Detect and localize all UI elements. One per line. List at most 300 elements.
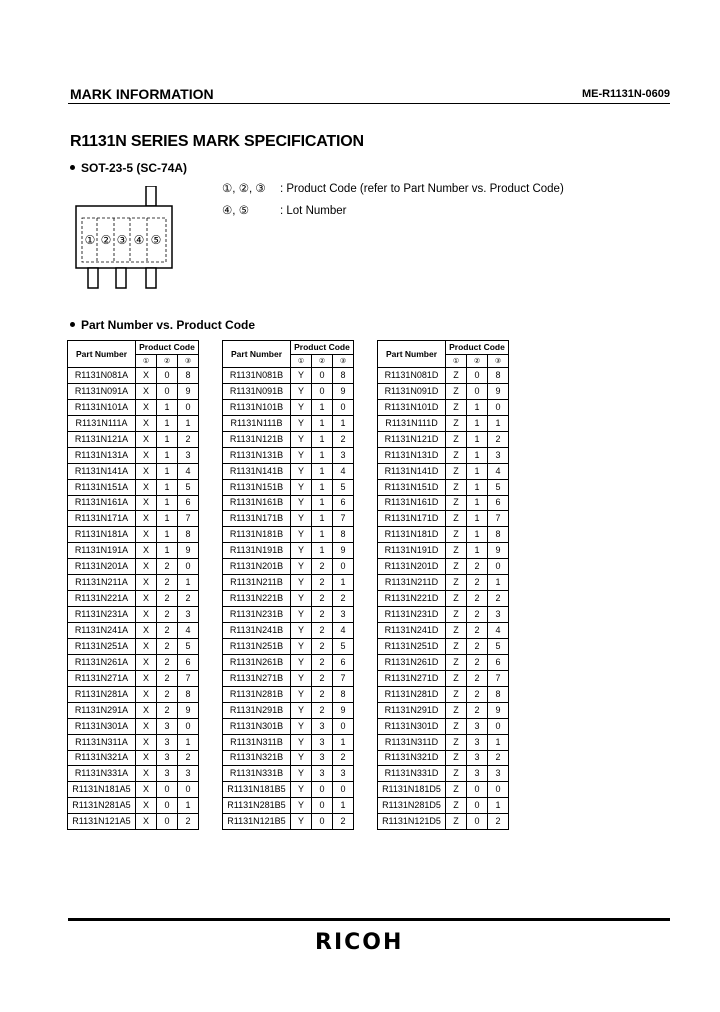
product-code-cell: 2 [312,575,333,591]
part-number-cell: R1131N191D [378,543,446,559]
product-code-cell: 2 [157,607,178,623]
part-number-cell: R1131N221B [223,591,291,607]
table-row [378,527,509,543]
product-code-cell: 2 [333,814,354,830]
part-number-cell: R1131N081D [378,368,446,384]
product-code-cell: 2 [157,670,178,686]
product-code-cell: 5 [488,638,509,654]
part-number-cell: R1131N161A [68,495,136,511]
product-code-cell: 1 [467,511,488,527]
table-row [378,479,509,495]
product-code-cell: 7 [178,670,199,686]
part-number-cell: R1131N301A [68,718,136,734]
mark-2: ② [100,233,112,247]
product-code-cell: 2 [467,623,488,639]
part-number-cell: R1131N131D [378,447,446,463]
product-code-cell: 0 [312,814,333,830]
table-row [68,702,199,718]
table-row [223,782,354,798]
part-number-cell: R1131N271B [223,670,291,686]
product-code-cell: 0 [157,782,178,798]
product-code-cell: 3 [178,766,199,782]
product-code-cell: 2 [312,702,333,718]
bottom-lead-1 [88,268,98,288]
table-row [223,447,354,463]
part-number-cell: R1131N151A [68,479,136,495]
product-code-cell: Y [291,591,312,607]
product-code-cell: 3 [467,718,488,734]
part-number-cell: R1131N271D [378,670,446,686]
table-row [223,575,354,591]
product-code-cell: X [136,559,157,575]
product-code-cell: 9 [178,383,199,399]
table-row [378,734,509,750]
product-code-cell: 3 [312,766,333,782]
table-row [68,447,199,463]
part-number-cell: R1131N081B [223,368,291,384]
product-code-cell: 2 [157,686,178,702]
product-code-cell: 0 [488,718,509,734]
product-code-cell: 3 [178,447,199,463]
product-code-cell: Y [291,670,312,686]
product-code-cell: 0 [312,782,333,798]
product-code-cell: 2 [157,575,178,591]
product-code-cell: 2 [488,750,509,766]
part-number-cell: R1131N141A [68,463,136,479]
part-number-cell: R1131N211A [68,575,136,591]
product-code-cell: Y [291,782,312,798]
product-code-cell: 1 [312,415,333,431]
table-row [223,511,354,527]
product-code-cell: 3 [488,447,509,463]
code-column-header: ① [136,355,157,368]
product-code-cell: 2 [157,623,178,639]
ricoh-logo: RICOH [315,930,404,955]
document-code: ME-R1131N-0609 [581,88,670,100]
table-row [223,463,354,479]
table-row [68,463,199,479]
product-code-cell: Y [291,431,312,447]
part-number-cell: R1131N281B [223,686,291,702]
product-code-cell: 0 [488,559,509,575]
product-code-cell: X [136,447,157,463]
product-code-cell: 2 [178,750,199,766]
table-row [223,654,354,670]
product-code-cell: 9 [488,383,509,399]
product-code-cell: Y [291,798,312,814]
product-code-cell: 3 [178,607,199,623]
table-row [378,511,509,527]
part-number-cell: R1131N291D [378,702,446,718]
product-code-cell: X [136,734,157,750]
product-code-cell: 1 [467,431,488,447]
part-number-cell: R1131N151B [223,479,291,495]
product-code-cell: Z [446,654,467,670]
footer-rule [68,918,670,921]
product-code-cell: 1 [467,527,488,543]
product-code-cell: 1 [467,399,488,415]
part-number-cell: R1131N281A5 [68,798,136,814]
product-code-cell: 3 [488,607,509,623]
product-code-cell: 1 [157,543,178,559]
product-code-cell: 0 [467,368,488,384]
product-code-cell: X [136,654,157,670]
product-code-cell: Y [291,479,312,495]
table-row [68,511,199,527]
product-code-cell: Y [291,638,312,654]
product-code-cell: X [136,527,157,543]
part-number-cell: R1131N261B [223,654,291,670]
product-code-cell: Y [291,734,312,750]
table-header-row [378,341,509,355]
product-code-cell: Z [446,527,467,543]
product-code-cell: 3 [157,766,178,782]
product-code-cell: Y [291,607,312,623]
table-row [68,527,199,543]
product-code-cell: 3 [467,750,488,766]
product-code-cell: 2 [178,431,199,447]
product-code-cell: 9 [333,383,354,399]
product-code-cell: 1 [157,447,178,463]
part-number-cell: R1131N261D [378,654,446,670]
part-number-cell: R1131N111A [68,415,136,431]
product-code-cell: 1 [312,543,333,559]
bullet-icon [70,322,75,327]
part-number-cell: R1131N241A [68,623,136,639]
product-code-cell: X [136,798,157,814]
product-code-cell: 9 [333,702,354,718]
code-column-header: ③ [488,355,509,368]
part-section-label: Part Number vs. Product Code [81,318,256,332]
product-code-cell: X [136,702,157,718]
product-code-cell: 0 [467,782,488,798]
product-code-cell: 1 [157,511,178,527]
table-row [378,686,509,702]
table-row [378,607,509,623]
product-code-cell: Z [446,607,467,623]
part-number-cell: R1131N101D [378,399,446,415]
product-code-cell: 1 [178,575,199,591]
part-number-cell: R1131N241D [378,623,446,639]
legend-marks: ④, ⑤ [222,205,250,217]
legend-text: : Product Code (refer to Part Number vs. Product Code) [280,183,564,195]
part-number-cell: R1131N181B [223,527,291,543]
product-code-cell: 2 [467,702,488,718]
part-number-cell: R1131N311D [378,734,446,750]
product-code-cell: Z [446,766,467,782]
code-column-header: ① [446,355,467,368]
product-code-cell: X [136,431,157,447]
product-code-cell: Z [446,623,467,639]
product-code-cell: 2 [488,591,509,607]
product-code-cell: 1 [178,415,199,431]
product-code-cell: 2 [312,686,333,702]
product-code-cell: Y [291,463,312,479]
product-code-cell: 0 [333,399,354,415]
part-number-cell: R1131N181D5 [378,782,446,798]
part-number-cell: R1131N321A [68,750,136,766]
product-code-cell: X [136,511,157,527]
product-code-cell: 1 [157,431,178,447]
product-code-cell: 8 [488,686,509,702]
product-code-cell: 2 [488,814,509,830]
product-code-cell: Z [446,814,467,830]
product-code-cell: Z [446,511,467,527]
table-row [68,479,199,495]
product-code-cell: 4 [488,463,509,479]
product-code-cell: Z [446,383,467,399]
legend-product-code [222,181,564,195]
part-number-cell: R1131N211D [378,575,446,591]
product-code-cell: 7 [488,670,509,686]
product-code-cell: 9 [488,543,509,559]
product-code-cell: 5 [333,638,354,654]
product-code-cell: 2 [157,591,178,607]
part-number-cell: R1131N201D [378,559,446,575]
product-code-cell: 3 [312,750,333,766]
table-row [378,750,509,766]
table-row [378,415,509,431]
product-code-cell: 1 [157,399,178,415]
part-number-cell: R1131N331B [223,766,291,782]
product-code-cell: Y [291,511,312,527]
product-code-cell: 3 [488,766,509,782]
product-code-cell: X [136,670,157,686]
product-code-cell: 2 [467,638,488,654]
table-row [223,814,354,830]
product-code-header: Product Code [136,341,199,355]
table-row [68,415,199,431]
header-title: MARK INFORMATION [70,86,214,102]
product-code-cell: 2 [157,654,178,670]
product-code-cell: Z [446,638,467,654]
part-number-header: Part Number [378,341,446,368]
product-code-cell: 2 [467,591,488,607]
table-row [68,750,199,766]
product-code-cell: 0 [467,798,488,814]
part-number-cell: R1131N181D [378,527,446,543]
product-code-cell: 5 [178,638,199,654]
product-code-cell: 0 [312,798,333,814]
table-row [68,607,199,623]
part-number-cell: R1131N091D [378,383,446,399]
product-code-cell: 4 [178,623,199,639]
part-number-cell: R1131N191A [68,543,136,559]
product-code-cell: 3 [157,734,178,750]
product-code-cell: 1 [488,798,509,814]
part-number-cell: R1131N281D [378,686,446,702]
code-column-header: ③ [178,355,199,368]
product-code-cell: 1 [312,463,333,479]
table-row [378,782,509,798]
part-number-cell: R1131N121B5 [223,814,291,830]
part-number-cell: R1131N201A [68,559,136,575]
table-row [378,766,509,782]
mark-1: ① [84,233,96,247]
part-number-cell: R1131N221A [68,591,136,607]
product-code-cell: Y [291,543,312,559]
product-code-cell: 6 [178,495,199,511]
product-code-cell: 9 [178,543,199,559]
product-code-cell: Z [446,479,467,495]
product-code-cell: 2 [467,686,488,702]
product-code-cell: 0 [157,814,178,830]
bullet-icon [70,165,75,170]
part-number-cell: R1131N311A [68,734,136,750]
table-row [378,814,509,830]
product-code-cell: 4 [333,463,354,479]
product-code-cell: 2 [488,431,509,447]
product-code-cell: Y [291,623,312,639]
product-code-cell: Y [291,368,312,384]
product-code-cell: 1 [312,511,333,527]
product-code-cell: X [136,607,157,623]
product-code-cell: 0 [488,782,509,798]
product-code-cell: Z [446,670,467,686]
product-code-cell: 1 [467,447,488,463]
product-code-cell: X [136,718,157,734]
product-code-cell: X [136,415,157,431]
product-code-cell: 8 [333,368,354,384]
part-number-cell: R1131N171B [223,511,291,527]
product-code-cell: Y [291,750,312,766]
table-row [378,447,509,463]
product-code-cell: 1 [467,479,488,495]
product-code-header: Product Code [446,341,509,355]
part-number-cell: R1131N301D [378,718,446,734]
product-code-cell: Z [446,368,467,384]
product-code-cell: 6 [488,654,509,670]
product-code-cell: 3 [467,734,488,750]
product-code-cell: 1 [467,415,488,431]
product-code-cell: 1 [488,734,509,750]
product-code-cell: 4 [333,623,354,639]
part-number-cell: R1131N321B [223,750,291,766]
table-row [378,591,509,607]
table-row [68,766,199,782]
part-number-header: Part Number [223,341,291,368]
part-number-cell: R1131N171A [68,511,136,527]
table-row [68,559,199,575]
product-code-cell: Z [446,463,467,479]
part-number-cell: R1131N281A [68,686,136,702]
table-row [223,479,354,495]
part-number-cell: R1131N151D [378,479,446,495]
product-code-cell: 2 [467,654,488,670]
product-code-cell: 8 [178,686,199,702]
product-code-cell: 2 [312,654,333,670]
product-code-cell: 2 [157,638,178,654]
code-column-header: ② [312,355,333,368]
product-code-table-d [377,340,509,830]
product-code-cell: 1 [157,527,178,543]
table-row [378,702,509,718]
product-code-cell: 0 [178,399,199,415]
part-number-cell: R1131N191B [223,543,291,559]
table-row [68,782,199,798]
product-code-cell: X [136,575,157,591]
table-header-row [223,341,354,355]
product-code-cell: X [136,750,157,766]
product-code-cell: 1 [312,431,333,447]
product-code-cell: 9 [488,702,509,718]
product-code-cell: Y [291,495,312,511]
mark-3: ③ [116,233,128,247]
product-code-cell: Y [291,527,312,543]
part-number-cell: R1131N201B [223,559,291,575]
table-row [68,686,199,702]
part-number-cell: R1131N281B5 [223,798,291,814]
product-code-cell: 2 [312,623,333,639]
part-number-cell: R1131N331A [68,766,136,782]
product-code-cell: Z [446,447,467,463]
part-number-header: Part Number [68,341,136,368]
product-code-cell: 2 [467,575,488,591]
product-code-cell: 1 [312,447,333,463]
product-code-cell: 1 [157,479,178,495]
part-number-cell: R1131N091A [68,383,136,399]
table-row [378,654,509,670]
table-row [378,798,509,814]
code-column-header: ② [157,355,178,368]
package-diagram [70,186,180,292]
part-number-cell: R1131N171D [378,511,446,527]
product-code-cell: 0 [178,782,199,798]
part-number-cell: R1131N271A [68,670,136,686]
product-code-cell: 1 [178,798,199,814]
legend-marks: ①, ②, ③ [222,183,266,195]
part-number-cell: R1131N291A [68,702,136,718]
product-code-table-a [67,340,199,830]
product-code-cell: Z [446,431,467,447]
product-code-cell: 2 [312,591,333,607]
product-code-cell: Z [446,559,467,575]
part-number-cell: R1131N231A [68,607,136,623]
product-code-table-b [222,340,354,830]
table-row [223,766,354,782]
part-number-cell: R1131N211B [223,575,291,591]
mark-4: ④ [133,233,145,247]
product-code-cell: 9 [178,702,199,718]
product-code-cell: 2 [467,559,488,575]
product-code-cell: Z [446,543,467,559]
product-code-cell: 3 [333,447,354,463]
table-row [68,623,199,639]
table-row [223,383,354,399]
product-code-cell: 5 [488,479,509,495]
product-code-cell: Z [446,399,467,415]
part-number-cell: R1131N131A [68,447,136,463]
product-code-cell: 1 [467,543,488,559]
product-code-cell: X [136,766,157,782]
product-code-cell: 1 [312,399,333,415]
product-code-cell: 8 [488,527,509,543]
product-code-cell: 5 [333,479,354,495]
product-code-cell: 1 [312,527,333,543]
product-code-cell: X [136,463,157,479]
table-row [223,670,354,686]
part-number-cell: R1131N181A5 [68,782,136,798]
table-row [68,368,199,384]
product-code-cell: 0 [157,383,178,399]
product-code-cell: 2 [333,431,354,447]
product-code-cell: Y [291,383,312,399]
product-code-cell: 2 [333,591,354,607]
product-code-cell: 3 [312,734,333,750]
table-row [378,431,509,447]
table-row [378,623,509,639]
part-section-heading [70,318,255,332]
